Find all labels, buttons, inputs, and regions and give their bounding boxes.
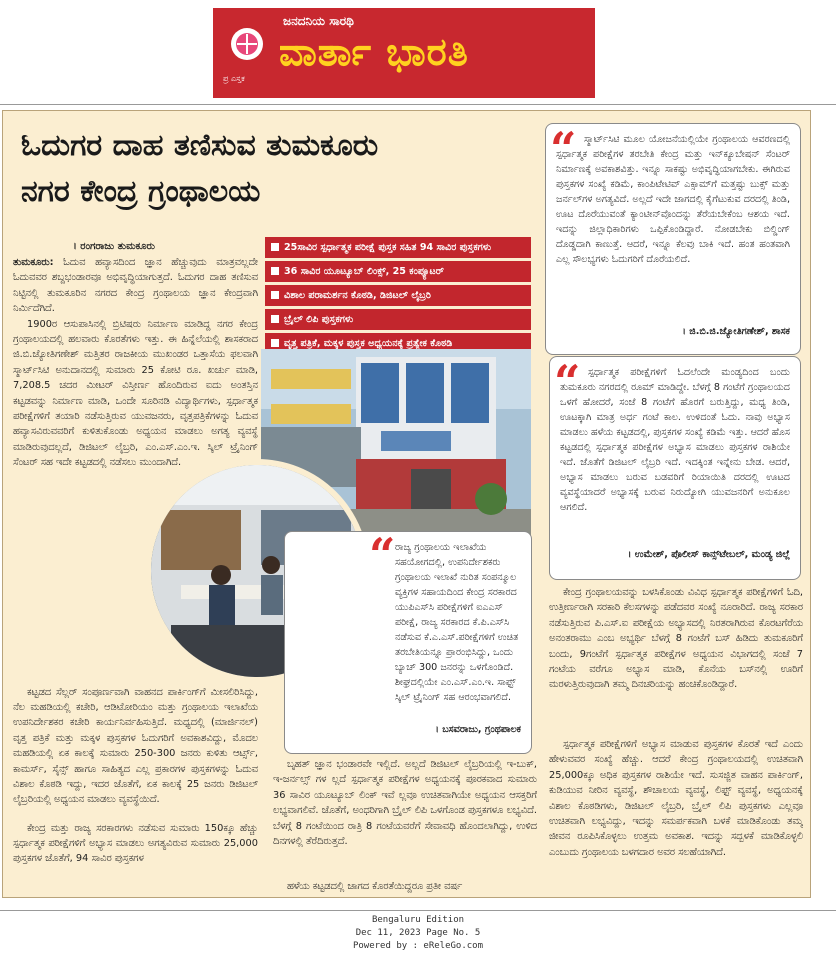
article-headline [21, 123, 541, 215]
highlight-item: ವಿಶಾಲ ಪರಾಮರ್ಶನ ಕೊಠಡಿ, ಡಿಜಿಟಲ್ ಲೈಬ್ರರಿ [265, 285, 531, 306]
bullet-icon [271, 339, 279, 347]
masthead-title: ವಾರ್ತಾ ಭಾರತಿ [279, 30, 469, 74]
quote-attribution: । ಬಸವರಾಜು, ಗ್ರಂಥಪಾಲಕ [435, 724, 521, 735]
top-divider [0, 104, 836, 105]
paragraph-2: 1900ರ ಆಸುಪಾಸಿನಲ್ಲಿ ಬ್ರಿಟಿಷರು ನಿರ್ಮಾಣ ಮಾಡಿದ್ದ ನಗರ ಕೇಂದ್ರ ಗ್ರಂಥಾಲಯದಲ್ಲಿ ಹಲವಾರು ಕೊರತೆಗಳು ಇತ್ತು. ಈ ಹಿನ್ನೆಲೆಯಲ್ಲಿ ಶಾಸಕರಾದ ಜಿ.ಬಿ.ಜ್ಯೋತಿಗಣೇಶ್ ಮತ್ತಿತರ ರಾಜಕೀಯ ಮುಖಂಡರ ಒತ್ತಾಸೆಯ ಫಲವಾಗಿ ಸ್ಮಾರ್ಟ್‌ಸಿಟಿ ಅನುದಾನದಲ್ಲಿ ಸುಮಾರು 25 ಕೋಟಿ ರೂ. ಖರ್ಚು ಮಾಡಿ, 7,208.5 ಚದರ ಮೀಟರ್ ವಿಸ್ತೀರ್ಣ ಹೊಂದಿರುವ ಐದು ಅಂತಸ್ತಿನ ಕಟ್ಟಡವನ್ನು ನಿರ್ಮಾಣ ಮಾಡಿ, ಒಂದೇ ಸೂರಿನಡಿ ವಿದ್ಯಾರ್ಥಿಗಳು, ಸ್ಪರ್ಧಾತ್ಮಕ ಪರೀಕ್ಷೆಗಳಿಗೆ ತಯಾರಿ ನಡೆಸುತ್ತಿರುವ ಯುವಜನರು, ವೃತ್ತಪತ್ರಿಕೆಗಳನ್ನು ಓದುವ ಹವ್ಯಾಸವಿರುವವರಿಗೆ ಕುಳಿತುಕೊಂಡು ಅಧ್ಯಯನ ಮಾಡಲು ಅಗತ್ಯ ವ್ಯವಸ್ಥೆ ಮಾಡಿರುವುದಲ್ಲದೆ, ಡಿಜಿಟಲ್ ಲೈಬ್ರರಿ, ಎಂ.ಎಸ್.ಎಂ.ಇ. ಸ್ಕಿಲ್ ಟ್ರೈನಿಂಗ್ ಸೆಂಟರ್ ಸಹ ಇದೇ ಕಟ್ಟಡದಲ್ಲಿ ನಡೆಸಲು ಮುಂದಾಗಿದೆ. [13, 318, 258, 469]
bullet-icon [271, 243, 279, 251]
bullet-icon [271, 315, 279, 323]
headline-line-2: ನಗರ ಕೇಂದ್ರ ಗ್ರಂಥಾಲಯ [21, 174, 261, 209]
paragraph-8: ಸ್ಪರ್ಧಾತ್ಮಕ ಪರೀಕ್ಷೆಗಳಿಗೆ ಅಭ್ಯಾಸ ಮಾಡುವ ಪುಸ್ತಕಗಳ ಕೊರತೆ ಇದೆ ಎಂದು ಹೇಳುವವರ ಸಂಖ್ಯೆ ಹೆಚ್ಚು. ಆದರೆ ಕೇಂದ್ರ ಗ್ರಂಥಾಲಯದಲ್ಲಿ ಉಚಿತವಾಗಿ 25,000ಕ್ಕೂ ಅಧಿಕ ಪುಸ್ತಕಗಳ ರಾಶಿಯೇ ಇದೆ. ಸುಸಜ್ಜಿತ ವಾಹನ ಪಾರ್ಕಿಂಗ್, ಕುಡಿಯುವ ನೀರಿನ ವ್ಯವಸ್ಥೆ, ಶೌಚಾಲಯ ವ್ಯವಸ್ಥೆ, ಲಿಫ್ಟ್ ವ್ಯವಸ್ಥೆ, ಅಧ್ಯಯನಕ್ಕೆ ವಿಶಾಲ ಕೊಠಡಿಗಳು, ಡಿಜಿಟಲ್ ಲೈಬ್ರರಿ, ಬ್ರೈಲ್ ಲಿಪಿ ಪುಸ್ತಕಗಳು ಎಲ್ಲವೂ ಉಚಿತವಾಗಿ ಲಭ್ಯವಿದ್ದು, ಇದನ್ನು ಸಮರ್ಪಕವಾಗಿ ಬಳಕೆ ಮಾಡಿಕೊಂಡು ತಮ್ಮ ಜೀವನ ರೂಪಿಸಿಕೊಳ್ಳಲು ಉತ್ತಮ ಅವಕಾಶ. ಇದನ್ನು ಸದ್ಬಳಕೆ ಮಾಡಿಕೊಳ್ಳಲಿ ಎಂಬುದು ಗ್ರಂಥಾಲಯ ಬಳಗದಾರ ಅವರ ಸಲಹೆಯಾಗಿದೆ. [549, 739, 803, 858]
paragraph-1: ಓದುವ ಹವ್ಯಾಸದಿಂದ ಜ್ಞಾನ ಹೆಚ್ಚುವುದು ಮಾತ್ರವಲ್ಲದೇ ಓದುವವರ ಶಬ್ದಭಂಡಾರವೂ ಅಭಿವೃದ್ಧಿಯಾಗುತ್ತದೆ. ಓದುಗರ ದಾಹ ತಣಿಸುವ ನಿಟ್ಟಿನಲ್ಲಿ ತುಮಕೂರಿನ ನಗರದ ಕೇಂದ್ರ ಗ್ರಂಥಾಲಯ ಜ್ಞಾನ ಕೇಂದ್ರವಾಗಿ ನಿರ್ಮಿದೆಗಿದೆ. [13, 257, 258, 315]
quote-text: ರಾಜ್ಯ ಗ್ರಂಥಾಲಯ ಇಲಾಖೆಯ ಸಹಯೋಗದಲ್ಲಿ, ಉಪನಿರ್ದೇಶಕರು ಗ್ರಂಥಾಲಯ ಇಲಾಖೆ ನುರಿತ ಸಂಪನ್ಮೂಲ ವ್ಯಕ್ತಿಗಳ ಸಹಾಯದಿಂದ ಕೇಂದ್ರ ಸರಕಾರದ ಯುಪಿಎಸ್‌ಸಿ ಪರೀಕ್ಷೆಗಳಿಗೆ ಐಎಎಸ್ ಪರೀಕ್ಷೆ, ರಾಜ್ಯ ಸರಕಾರದ ಕೆ.ಪಿ.ಎಸ್‌ಸಿ ನಡೆಸುವ ಕೆ.ಎ.ಎಸ್.ಪರೀಕ್ಷೆಗಳಿಗೆ ಉಚಿತ ತರಬೇತಿಯನ್ನೂ ಪ್ರಾರಂಭಿಸಿದ್ದು, ಒಂದು ಬ್ಯಾಚ್ 300 ಜನರನ್ನು ಒಳಗೊಂಡಿದೆ. ಶೀಘ್ರದಲ್ಲಿಯೇ ಎಂ.ಎಸ್.ಎಂ.ಇ. ಸಾಫ್ಟ್ ಸ್ಕಿಲ್ ಟ್ರೈನಿಂಗ್ ಸಹ ಆರಂಭವಾಗಲಿದೆ. [395, 542, 519, 703]
dateline: ತುಮಕೂರು: [13, 257, 54, 268]
page-footer [0, 914, 836, 953]
headline-line-1: ಓದುಗರ ದಾಹ ತಣಿಸುವ ತುಮಕೂರು [21, 128, 379, 163]
article-column-2 [273, 757, 537, 895]
highlight-item: 25ಸಾವಿರ ಸ್ಪರ್ಧಾತ್ಮಕ ಪರೀಕ್ಷೆ ಪುಸ್ತಕ ಸಹಿತ 94 ಸಾವಿರ ಪುಸ್ತಕಗಳು [265, 237, 531, 258]
bullet-icon [271, 267, 279, 275]
quote-attribution: । ಜಿ.ಬಿ.ಜಿ.ಜ್ಯೋತಿಗಣೇಶ್, ಶಾಸಕ [682, 326, 790, 337]
quote-mark-icon: “ [369, 528, 396, 582]
powered-by-label: Powered by : eReleGo.com [352, 941, 484, 951]
quote-mark-icon: “ [554, 355, 581, 409]
bottom-divider [0, 910, 836, 911]
highlight-item: 36 ಸಾವಿರ ಯೂಟ್ಯೂಬ್ ಲಿಂಕ್ಸ್, 25 ಕಂಪ್ಯೂಟರ್ [265, 261, 531, 282]
paragraph-5: ಬೃಹತ್ ಜ್ಞಾನ ಭಂಡಾರವೇ ಇಲ್ಲಿದೆ. ಅಲ್ಲದೆ ಡಿಜಿಟಲ್ ಲೈಬ್ರರಿಯಲ್ಲಿ ಇ-ಬುಕ್, ಇ-ಜರ್ನಲ್ಸ್ ಗಳ ಲ್ಲದೆ ಸ್ಪರ್ಧಾತ್ಮಕ ಪರೀಕ್ಷೆಗಳ ಅಧ್ಯಯನಕ್ಕೆ ಪೂರಕವಾದ ಸುಮಾರು 36 ಸಾವಿರ ಯೂಟ್ಯೂಬ್ ಲಿಂಕ್ ಇವೆ ಲ್ಲವೂ ಉಚಿತವಾಗಿಯೇ ಅಧ್ಯಯನ ಆಸಕ್ತರಿಗೆ ಲಭ್ಯವಾಗಲಿವೆ. ಜೊತೆಗೆ, ಅಂಧರಿಗಾಗಿ ಬ್ರೈಲ್ ಲಿಪಿ ಒಳಗೊಂಡ ಪುಸ್ತಕಗಳೂ ಲಭ್ಯವಿದೆ. ಬೆಳಗ್ಗೆ 8 ಗಂಟೆಯಿಂದ ರಾತ್ರಿ 8 ಗಂಟೆಯವರೆಗೆ ಸೇವಾವಧಿ ಹೊಂದಲಾಗಿದ್ದು, ಉಳಿದ ದಿನಗಳಲ್ಲಿ ತೆರೆದಿರುತ್ತದೆ. [273, 759, 537, 848]
article-column-3 [549, 585, 803, 889]
article-intro [13, 255, 258, 317]
paragraph-3: ಕಟ್ಟಡದ ಸೆಲ್ಲರ್ ಸಂಪೂರ್ಣವಾಗಿ ವಾಹನದ ಪಾರ್ಕಿಂಗ್‌ಗೆ ಮೀಸಲಿರಿಸಿದ್ದು, ನೆಲ ಮಹಡಿಯಲ್ಲಿ ಕಚೇರಿ, ಆಡಿಟೋರಿಯಂ ಮತ್ತು ಗ್ರಂಥಾಲಯ ಇಲಾಖೆಯ ಉಪನಿರ್ದೇಶಕರ ಕಚೇರಿ ಕಾರ್ಯನಿರ್ವಹಿಸುತ್ತಿದೆ. ಮಧ್ಯದಲ್ಲಿ (ಮಾರ್ಜಿನಲ್) ವೃತ್ತ ಪತ್ರಿಕೆ ಮತ್ತು ಮಕ್ಕಳ ಪುಸ್ತಕಗಳ ಓದುಗರಿಗೆ ಅವಕಾಶವಿದ್ದು, ಮೊದಲ ಮಹಡಿಯಲ್ಲಿ ಏಕ ಕಾಲಕ್ಕೆ ಸುಮಾರು 250-300 ಜನರು ಕುಳಿತು ಆರ್ಟ್ಸ್, ಕಾಮರ್ಸ್, ಸೈನ್ಸ್ ಹಾಗೂ ಸಾಹಿತ್ಯದ ಎಲ್ಲ ಪ್ರಕಾರಗಳ ಪುಸ್ತಕಗಳನ್ನು ಓದುವ ವಿಶಾಲ ಕೊಠಡಿ ಇದ್ದು, ಇದರ ಜೊತೆಗೆ, ಏಕ ಕಾಲಕ್ಕೆ 25 ಜನರು ಡಿಜಿಟಲ್ ಲೈಬ್ರರಿಯಲ್ಲಿ ಅಧ್ಯಯನ ಮಾಡಲು ವ್ಯವಸ್ಥೆಯಿದೆ. [13, 686, 258, 806]
quote-box-constable [549, 356, 801, 580]
masthead [213, 8, 595, 98]
highlights-list [265, 237, 531, 357]
quote-text: ಸ್ಮಾರ್ಟ್‌ಸಿಟಿ ಮೂಲ ಯೋಜನೆಯಲ್ಲಿಯೇ ಗ್ರಂಥಾಲಯ ಆವರಣದಲ್ಲಿ ಸ್ಪರ್ಧಾತ್ಮಕ ಪರೀಕ್ಷೆಗಳ ತರಬೇತಿ ಕೇಂದ್ರ ಮತ್ತು ಇನ್‌ಕ್ಯೂಬೇಷನ್ ಸೆಂಟರ್ ನಿರ್ಮಾಣಕ್ಕೆ ಅವಕಾಶವಿತ್ತು. ಇನ್ನೂ ಸಾಕಷ್ಟು ಅಭಿವೃದ್ಧಿಯಾಗಬೇಕು. ಈಗಿರುವ ಪುಸ್ತಕಗಳ ಸಂಖ್ಯೆ ಕಡಿಮೆ, ಕಾಂಪಿಟೇಟಿವ್ ಎಕ್ಸಾಮ್‌ಗೆ ಮತ್ತಷ್ಟು ಬುಕ್ಸ್ ಮತ್ತು ಜರ್ನಲ್‌ಗಳ ಅಗತ್ಯವಿದೆ. ಅಲ್ಲದೆ ಇದೇ ಜಾಗದಲ್ಲಿ ಕೈಗೆಟುಕುವ ದರದಲ್ಲಿ ತಿಂಡಿ, ಊಟ ದೊರೆಯುವಂತೆ ಕ್ಯಾಂಟೀನ್‌ವೊಂದನ್ನು ತೆರೆಯಬೇಕೆಂಬ ಆಶಯ ಇದೆ. ಇದನ್ನು ಜಿಲ್ಲಾಧಿಕಾರಿಗಳು ಒಪ್ಪಿಕೊಂಡಿದ್ದಾರೆ. ನೋಡಬೇಕು ಬಿಲ್ಡಿಂಗ್ ದೊಡ್ಡದಾಗಿ ಕಾಣುತ್ತೆ. ಆದರೆ, ಇನ್ನೂ ಕೆಲವು ಬಾಕಿ ಇದೆ. ಹಂತ ಹಂತವಾಗಿ ಎಲ್ಲ ಸೌಲಭ್ಯಗಳು ಓದುಗರಿಗೆ ದೊರೆಯಲಿದೆ. [556, 134, 790, 265]
edition-label: Bengaluru Edition [371, 915, 465, 925]
quote-box-mla [545, 123, 801, 355]
date-page-label: Dec 11, 2023 Page No. 5 [355, 928, 481, 938]
quote-box-librarian [284, 528, 532, 754]
masthead-tagline: ಜನದನಿಯ ಸಾರಥಿ [283, 14, 354, 28]
quote-text: ಸ್ಪರ್ಧಾತ್ಮಕ ಪರೀಕ್ಷೆಗಳಿಗೆ ಓದಲೆಂದೇ ಮಂಡ್ಯದಿಂದ ಬಂದು ತುಮಕೂರು ನಗರದಲ್ಲಿ ರೂಮ್ ಮಾಡಿದ್ದೇ. ಬೆಳಗ್ಗೆ 8 ಗಂಟೆಗೆ ಗ್ರಂಥಾಲಯದ ಒಳಗೆ ಹೋದರೆ, ಸಂಜೆ 8 ಗಂಟೆಗೆ ಹೊರಗೆ ಬರುತ್ತಿದ್ದು, ಮಧ್ಯ ತಿಂಡಿ, ಊಟಕ್ಕಾಗಿ ಮಾತ್ರ ಅರ್ಧ ಗಂಟೆ ಕಾಲ. ಉಳಿದಂತೆ ಓದು. ನಾವು ಅಭ್ಯಾಸ ಮಾಡಲು ಹಳೆಯ ಕಟ್ಟಡದಲ್ಲಿ, ಪುಸ್ತಕಗಳ ಸಂಖ್ಯೆ ಕಡಿಮೆ ಇತ್ತು. ಆದರೆ ಹೊಸ ಕಟ್ಟಡದಲ್ಲಿ ಸ್ಪರ್ಧಾತ್ಮಕ ಪರೀಕ್ಷೆಗಳ ಅಭ್ಯಾಸ ಮಾಡಲು ಪುಸ್ತಕಗಳ ರಾಶಿಯೇ ಇದೆ. ಜೊತೆಗೆ ಡಿಜಿಟಲ್ ಲೈಬ್ರರಿ ಇದೆ. ಇದಕ್ಕಿಂತ ಇನ್ನೇನು ಬೇಡ. ಆದರೆ, ಅಭ್ಯಾಸ ಮಾಡಲು ಬರುವ ಬಡವರಿಗೆ ರಿಯಾಯಿತಿ ದರದಲ್ಲಿ ಊಟದ ವ್ಯವಸ್ಥೆಯಾದರೆ ಅಭ್ಯಾಸಕ್ಕೆ ಬರುವ ನಿರುದ್ಯೋಗಿ ಯುವಜನರಿಗೆ ಅನುಕೂಲ ಆಗಲಿದೆ. [560, 367, 790, 513]
paragraph-7: ಕೇಂದ್ರ ಗ್ರಂಥಾಲಯವನ್ನು ಬಳಸಿಕೊಂಡು ವಿವಿಧ ಸ್ಪರ್ಧಾತ್ಮಕ ಪರೀಕ್ಷೆಗಳಿಗೆ ಓದಿ, ಉತ್ತೀರ್ಣರಾಗಿ ಸರಕಾರಿ ಕೆಲಸಗಳನ್ನು ಪಡೆದವರ ಸಂಖ್ಯೆ ನೂರಾರಿದೆ. ರಾಜ್ಯ ಸರಕಾರ ನಡೆಸುತ್ತಿರುವ ಪಿ.ಎಸ್.ಐ ಪರೀಕ್ಷೆಯ ಅಭ್ಯಾಸದಲ್ಲಿ ನಿರತರಾಗಿರುವ ಕೊರಟಗೆರೆಯ ಅನಂತರಾಮು ಎಂಬ ಅಭ್ಯರ್ಥಿ ಬೆಳಗ್ಗೆ 8 ಗಂಟೆಗೆ ಬಸ್ ಹಿಡಿದು ತುಮಕೂರಿಗೆ ಬಂದು, 9ಗಂಟೆಗೆ ಸ್ಪರ್ಧಾತ್ಮಕ ಪರೀಕ್ಷೆಗಳ ಅಧ್ಯಯನ ವಿಭಾಗದಲ್ಲಿ ಸಂಜೆ 7 ಗಂಟೆಯ ವರೆಗೂ ಅಭ್ಯಾಸ ಮಾಡಿ, ಕೊನೆಯ ಬಸ್‌ನಲ್ಲಿ ಊರಿಗೆ ಮರಳುತ್ತಿರುವುದಾಗಿ ತಮ್ಮ ದಿನಚರಿಯನ್ನು ಹಂಚಿಕೊಂಡಿದ್ದಾರೆ. [549, 587, 803, 691]
paragraph-4: ಕೇಂದ್ರ ಮತ್ತು ರಾಜ್ಯ ಸರಕಾರಗಳು ನಡೆಸುವ ಸುಮಾರು 150ಕ್ಕೂ ಹೆಚ್ಚು ಸ್ಪರ್ಧಾತ್ಮಕ ಪರೀಕ್ಷೆಗಳಿಗೆ ಅಭ್ಯಾಸ ಮಾಡಲು ಅಗತ್ಯವಿರುವ ಸುಮಾರು 25,000 ಪುಸ್ತಕಗಳ ಜೊತೆಗೆ, 94 ಸಾವಿರ ಪುಸ್ತಕಗಳ [13, 822, 258, 865]
highlight-item: ವೃತ್ತ ಪತ್ರಿಕೆ, ಮಕ್ಕಳ ಪುಸ್ತಕ ಅಧ್ಯಯನಕ್ಕೆ ಪ್ರತ್ಯೇಕ ಕೊಠಡಿ [265, 333, 531, 354]
quote-attribution: । ಉಮೇಶ್, ಪೊಲೀಸ್ ಕಾನ್ಸ್‌ಟೇಬಲ್, ಮಂಡ್ಯ ಜಿಲ್ಲೆ [627, 549, 790, 560]
quote-mark-icon: “ [550, 122, 577, 176]
logo-caption: ಪ್ರ ಎಸ್ತಕ [223, 74, 245, 83]
paragraph-6: ಹಳೆಯ ಕಟ್ಟಡದಲ್ಲಿ ಜಾಗದ ಕೊರತೆಯಿದ್ದರೂ ಪ್ರತೀ ವರ್ಷ [287, 881, 463, 892]
article-clipping [2, 110, 811, 898]
byline: । ರಂಗರಾಜು ತುಮಕೂರು [73, 241, 155, 252]
bullet-icon [271, 291, 279, 299]
highlight-item: ಬ್ರೈಲ್ ಲಿಪಿ ಪುಸ್ತಕಗಳು [265, 309, 531, 330]
sun-logo-icon [223, 22, 271, 70]
